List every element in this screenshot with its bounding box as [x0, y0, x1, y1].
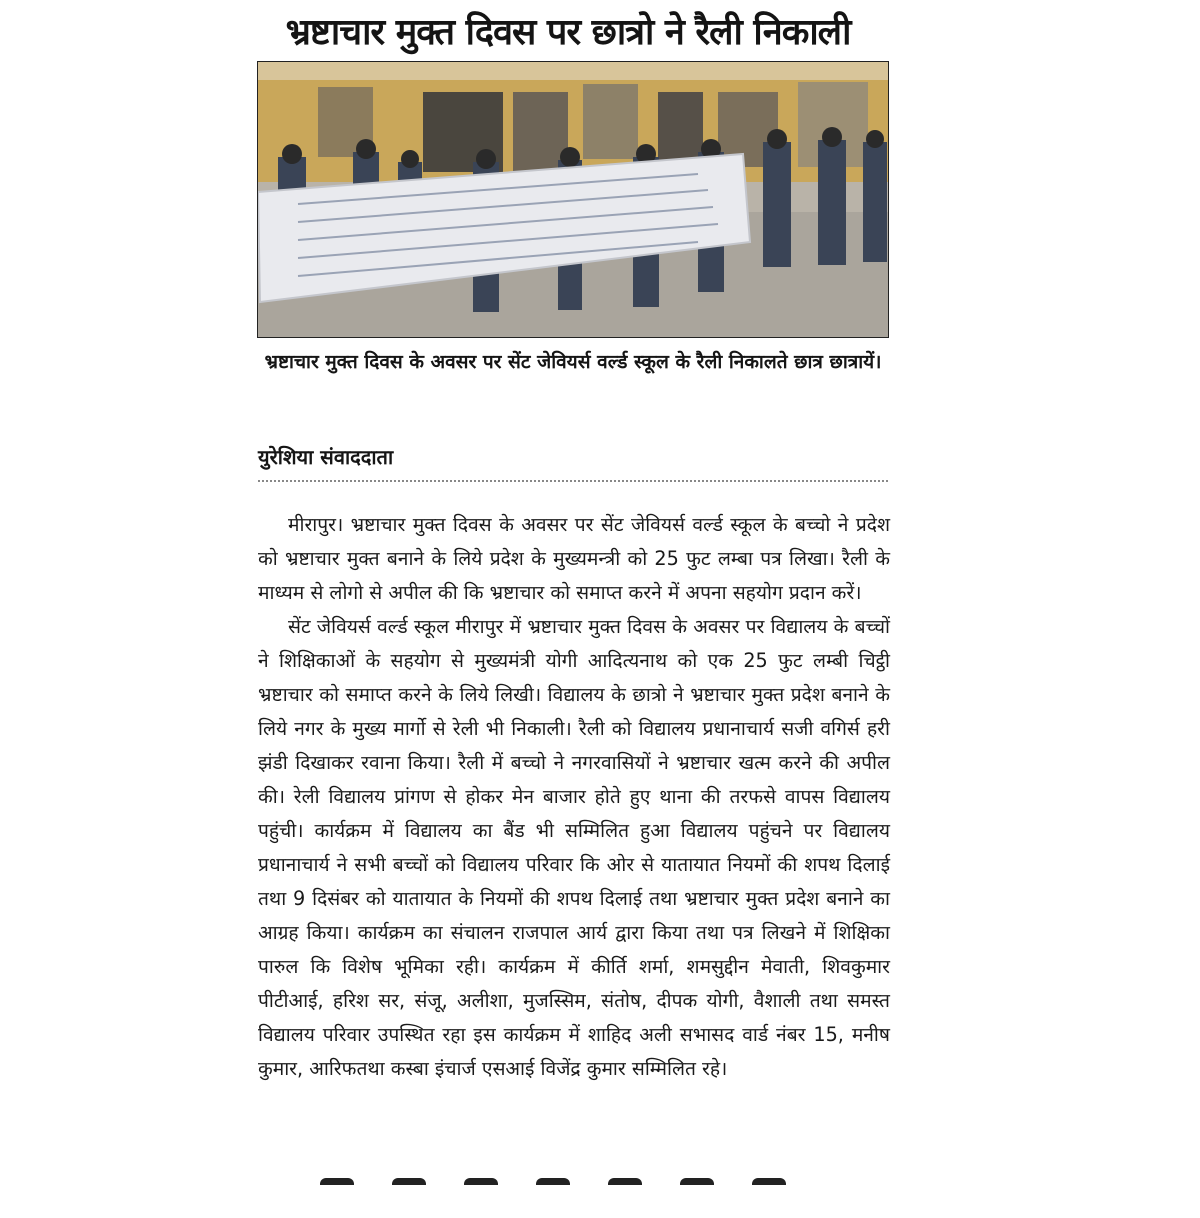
article-photo	[257, 61, 889, 338]
article-headline: भ्रष्टाचार मुक्त दिवस पर छात्रो ने रैली निकाली	[285, 12, 851, 53]
news-clipping	[240, 0, 900, 1200]
article-byline: युरेशिया संवाददाता	[258, 445, 394, 469]
article-body	[258, 508, 890, 1086]
paragraph-1: मीरापुर। भ्रष्टाचार मुक्त दिवस के अवसर पर सेंट जेवियर्स वर्ल्ड स्कूल के बच्चो ने प्रदेश को भ्रष्टाचार मुक्त बनाने के लिये प्रदेश के मुख्यमन्त्री को 25 फुट लम्बा पत्र लिखा। रैली के माध्यम से लोगो से अपील की कि भ्रष्टाचार को समाप्त करने में अपना सहयोग प्रदान करें।	[258, 513, 890, 604]
photo-caption: भ्रष्टाचार मुक्त दिवस के अवसर पर सेंट जेवियर्स वर्ल्ड स्कूल के रैली निकालते छात्र छात्रायें।	[264, 351, 882, 373]
paragraph-2: सेंट जेवियर्स वर्ल्ड स्कूल मीरापुर में भ्रष्टाचार मुक्त दिवस के अवसर पर विद्यालय के बच्चों ने शिक्षिकाओं के सहयोग से मुख्यमंत्री योगी आदित्यनाथ को एक 25 फुट लम्बी चिट्ठी भ्रष्टाचार को समाप्त करने के लिये लिखी। विद्यालय के छात्रो ने भ्रष्टाचार मुक्त प्रदेश बनाने के लिये नगर के मुख्य मार्गो से रेली भी निकाली। रैली को विद्यालय प्रधानाचार्य सजी वगिर्स हरी झंडी दिखाकर रवाना किया। रैली में बच्चो ने नगरवासियों ने भ्रष्टाचार खत्म करने की अपील की। रेली विद्यालय प्रांगण से होकर मेन बाजार होते हुए थाना की तरफसे वापस विद्यालय पहुंची। कार्यक्रम में विद्यालय का बैंड भी सम्मिलित हुआ विद्यालय पहुंचने पर विद्यालय प्रधानाचार्य ने सभी बच्चों को विद्यालय परिवार कि ओर से यातायात नियमों की शपथ दिलाई तथा 9 दिसंबर को यातायात के नियमों की शपथ दिलाई तथा भ्रष्टाचार मुक्त प्रदेश बनाने का आग्रह किया। कार्यक्रम का संचालन राजपाल आर्य द्वारा किया तथा पत्र लिखने में शिक्षिका पारुल कि विशेष भूमिका रही। कार्यक्रम में कीर्ति शर्मा, शमसुद्दीन मेवाती, शिवकुमार पीटीआई, हरिश सर, संजू, अलीशा, मुजस्सिम, संतोष, दीपक योगी, वैशाली तथा समस्त विद्यालय परिवार उपस्थित रहा इस कार्यक्रम में शाहिद अली सभासद वार्ड नंबर 15, मनीष कुमार, आरिफतथा कस्बा इंचार्ज एसआई विजेंद्र कुमार सम्मिलित रहे।	[258, 615, 890, 1080]
next-headline-cutoff	[320, 1178, 840, 1218]
rally-photo-illustration	[258, 62, 889, 338]
divider	[258, 480, 888, 482]
